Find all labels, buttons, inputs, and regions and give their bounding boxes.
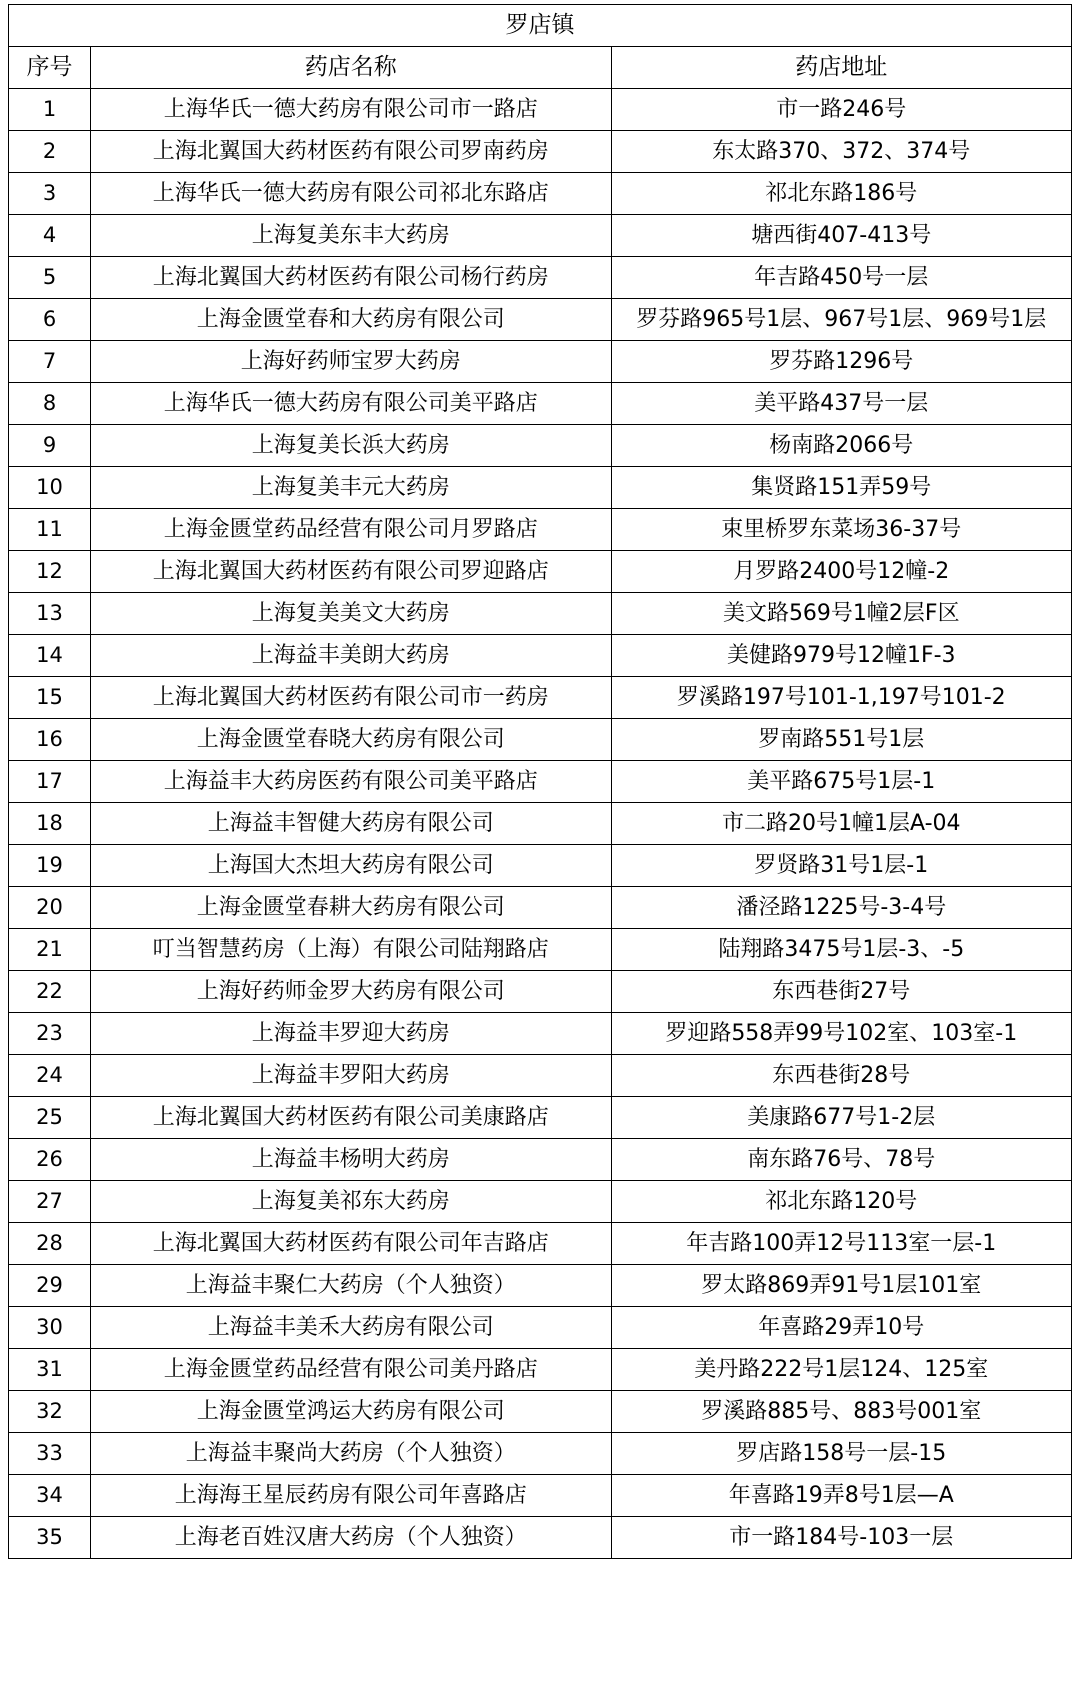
table-title-row: [9, 5, 1072, 47]
pharmacy-address: 年吉路450号一层: [611, 257, 1071, 299]
pharmacy-name: 上海益丰美朗大药房: [91, 635, 611, 677]
pharmacy-address: 集贤路151弄59号: [611, 467, 1071, 509]
pharmacy-name: 上海国大杰坦大药房有限公司: [91, 845, 611, 887]
table-row: [9, 1391, 1072, 1433]
column-header-name: 药店名称: [91, 47, 611, 89]
row-number: 24: [9, 1055, 91, 1097]
row-number: 17: [9, 761, 91, 803]
pharmacy-address: 美康路677号1-2层: [611, 1097, 1071, 1139]
table-row: [9, 1223, 1072, 1265]
pharmacy-name: 上海复美丰元大药房: [91, 467, 611, 509]
table-row: [9, 341, 1072, 383]
pharmacy-name: 上海金匮堂春耕大药房有限公司: [91, 887, 611, 929]
table-row: [9, 1265, 1072, 1307]
pharmacy-address: 罗芬路1296号: [611, 341, 1071, 383]
pharmacy-name: 上海益丰罗迎大药房: [91, 1013, 611, 1055]
pharmacy-name: 上海华氏一德大药房有限公司市一路店: [91, 89, 611, 131]
table-row: [9, 1307, 1072, 1349]
pharmacy-name: 上海金匮堂药品经营有限公司美丹路店: [91, 1349, 611, 1391]
pharmacy-name: 上海复美祁东大药房: [91, 1181, 611, 1223]
row-number: 33: [9, 1433, 91, 1475]
pharmacy-name: 上海复美长浜大药房: [91, 425, 611, 467]
pharmacy-address: 美平路675号1层-1: [611, 761, 1071, 803]
row-number: 9: [9, 425, 91, 467]
table-row: [9, 173, 1072, 215]
table-row: [9, 719, 1072, 761]
pharmacy-address: 罗迎路558弄99号102室、103室-1: [611, 1013, 1071, 1055]
pharmacy-name: 上海益丰聚尚大药房（个人独资）: [91, 1433, 611, 1475]
pharmacy-address: 塘西街407-413号: [611, 215, 1071, 257]
pharmacy-address: 罗南路551号1层: [611, 719, 1071, 761]
row-number: 2: [9, 131, 91, 173]
table-row: [9, 929, 1072, 971]
pharmacy-name: 上海北翼国大药材医药有限公司美康路店: [91, 1097, 611, 1139]
table-row: [9, 509, 1072, 551]
row-number: 14: [9, 635, 91, 677]
row-number: 13: [9, 593, 91, 635]
table-row: [9, 425, 1072, 467]
pharmacy-address: 束里桥罗东菜场36-37号: [611, 509, 1071, 551]
pharmacy-address: 市二路20号1幢1层A-04: [611, 803, 1071, 845]
table-row: [9, 677, 1072, 719]
pharmacy-address: 美平路437号一层: [611, 383, 1071, 425]
row-number: 8: [9, 383, 91, 425]
table-row: [9, 551, 1072, 593]
pharmacy-address: 潘泾路1225号-3-4号: [611, 887, 1071, 929]
pharmacy-name: 上海金匮堂鸿运大药房有限公司: [91, 1391, 611, 1433]
pharmacy-address: 罗溪路885号、883号001室: [611, 1391, 1071, 1433]
table-row: [9, 1013, 1072, 1055]
document-title: 罗店镇: [9, 5, 1072, 47]
column-header-address: 药店地址: [611, 47, 1071, 89]
pharmacy-address: 美文路569号1幢2层F区: [611, 593, 1071, 635]
row-number: 28: [9, 1223, 91, 1265]
row-number: 19: [9, 845, 91, 887]
pharmacy-address: 年喜路29弄10号: [611, 1307, 1071, 1349]
row-number: 4: [9, 215, 91, 257]
table-row: [9, 761, 1072, 803]
table-row: [9, 215, 1072, 257]
table-row: [9, 131, 1072, 173]
pharmacy-address: 罗太路869弄91号1层101室: [611, 1265, 1071, 1307]
pharmacy-address: 罗贤路31号1层-1: [611, 845, 1071, 887]
pharmacy-name: 上海益丰聚仁大药房（个人独资）: [91, 1265, 611, 1307]
row-number: 31: [9, 1349, 91, 1391]
row-number: 25: [9, 1097, 91, 1139]
pharmacy-address: 陆翔路3475号1层-3、-5: [611, 929, 1071, 971]
pharmacy-name: 上海北翼国大药材医药有限公司罗迎路店: [91, 551, 611, 593]
pharmacy-name: 上海益丰智健大药房有限公司: [91, 803, 611, 845]
pharmacy-name: 叮当智慧药房（上海）有限公司陆翔路店: [91, 929, 611, 971]
table-row: [9, 299, 1072, 341]
row-number: 18: [9, 803, 91, 845]
pharmacy-name: 上海益丰美禾大药房有限公司: [91, 1307, 611, 1349]
row-number: 21: [9, 929, 91, 971]
table-row: [9, 1517, 1072, 1559]
pharmacy-name: 上海复美美文大药房: [91, 593, 611, 635]
pharmacy-address: 月罗路2400号12幢-2: [611, 551, 1071, 593]
table-row: [9, 1349, 1072, 1391]
pharmacy-address: 罗芬路965号1层、967号1层、969号1层: [611, 299, 1071, 341]
row-number: 11: [9, 509, 91, 551]
pharmacy-list-table: [8, 4, 1072, 1559]
row-number: 15: [9, 677, 91, 719]
row-number: 35: [9, 1517, 91, 1559]
table-row: [9, 1433, 1072, 1475]
table-row: [9, 383, 1072, 425]
table-row: [9, 1475, 1072, 1517]
pharmacy-address: 美丹路222号1层124、125室: [611, 1349, 1071, 1391]
pharmacy-name: 上海益丰大药房医药有限公司美平路店: [91, 761, 611, 803]
pharmacy-address: 祁北东路120号: [611, 1181, 1071, 1223]
table-row: [9, 845, 1072, 887]
row-number: 30: [9, 1307, 91, 1349]
pharmacy-name: 上海金匮堂药品经营有限公司月罗路店: [91, 509, 611, 551]
row-number: 20: [9, 887, 91, 929]
pharmacy-address: 南东路76号、78号: [611, 1139, 1071, 1181]
table-row: [9, 803, 1072, 845]
table-row: [9, 1139, 1072, 1181]
row-number: 27: [9, 1181, 91, 1223]
row-number: 16: [9, 719, 91, 761]
pharmacy-name: 上海北翼国大药材医药有限公司罗南药房: [91, 131, 611, 173]
pharmacy-name: 上海北翼国大药材医药有限公司市一药房: [91, 677, 611, 719]
pharmacy-address: 罗溪路197号101-1,197号101-2: [611, 677, 1071, 719]
table-row: [9, 593, 1072, 635]
row-number: 23: [9, 1013, 91, 1055]
pharmacy-name: 上海复美东丰大药房: [91, 215, 611, 257]
row-number: 32: [9, 1391, 91, 1433]
pharmacy-name: 上海北翼国大药材医药有限公司杨行药房: [91, 257, 611, 299]
pharmacy-address: 杨南路2066号: [611, 425, 1071, 467]
pharmacy-name: 上海益丰杨明大药房: [91, 1139, 611, 1181]
row-number: 6: [9, 299, 91, 341]
pharmacy-address: 年喜路19弄8号1层—A: [611, 1475, 1071, 1517]
table-row: [9, 1055, 1072, 1097]
table-row: [9, 1181, 1072, 1223]
row-number: 3: [9, 173, 91, 215]
pharmacy-name: 上海北翼国大药材医药有限公司年吉路店: [91, 1223, 611, 1265]
table-body: [9, 5, 1072, 1559]
pharmacy-name: 上海华氏一德大药房有限公司美平路店: [91, 383, 611, 425]
row-number: 29: [9, 1265, 91, 1307]
row-number: 22: [9, 971, 91, 1013]
row-number: 1: [9, 89, 91, 131]
pharmacy-address: 祁北东路186号: [611, 173, 1071, 215]
pharmacy-address: 东西巷街28号: [611, 1055, 1071, 1097]
column-header-no: 序号: [9, 47, 91, 89]
row-number: 5: [9, 257, 91, 299]
pharmacy-name: 上海好药师金罗大药房有限公司: [91, 971, 611, 1013]
pharmacy-address: 市一路184号-103一层: [611, 1517, 1071, 1559]
pharmacy-address: 东太路370、372、374号: [611, 131, 1071, 173]
row-number: 12: [9, 551, 91, 593]
table-row: [9, 1097, 1072, 1139]
table-row: [9, 467, 1072, 509]
row-number: 7: [9, 341, 91, 383]
table-row: [9, 257, 1072, 299]
row-number: 26: [9, 1139, 91, 1181]
table-row: [9, 635, 1072, 677]
row-number: 34: [9, 1475, 91, 1517]
pharmacy-address: 罗店路158号一层-15: [611, 1433, 1071, 1475]
pharmacy-name: 上海华氏一德大药房有限公司祁北东路店: [91, 173, 611, 215]
pharmacy-name: 上海金匮堂春晓大药房有限公司: [91, 719, 611, 761]
table-header-row: [9, 47, 1072, 89]
table-row: [9, 971, 1072, 1013]
pharmacy-address: 东西巷街27号: [611, 971, 1071, 1013]
pharmacy-name: 上海益丰罗阳大药房: [91, 1055, 611, 1097]
table-row: [9, 89, 1072, 131]
pharmacy-address: 美健路979号12幢1F-3: [611, 635, 1071, 677]
pharmacy-address: 市一路246号: [611, 89, 1071, 131]
table-row: [9, 887, 1072, 929]
pharmacy-name: 上海金匮堂春和大药房有限公司: [91, 299, 611, 341]
pharmacy-address: 年吉路100弄12号113室一层-1: [611, 1223, 1071, 1265]
pharmacy-name: 上海海王星辰药房有限公司年喜路店: [91, 1475, 611, 1517]
pharmacy-name: 上海老百姓汉唐大药房（个人独资）: [91, 1517, 611, 1559]
row-number: 10: [9, 467, 91, 509]
pharmacy-name: 上海好药师宝罗大药房: [91, 341, 611, 383]
